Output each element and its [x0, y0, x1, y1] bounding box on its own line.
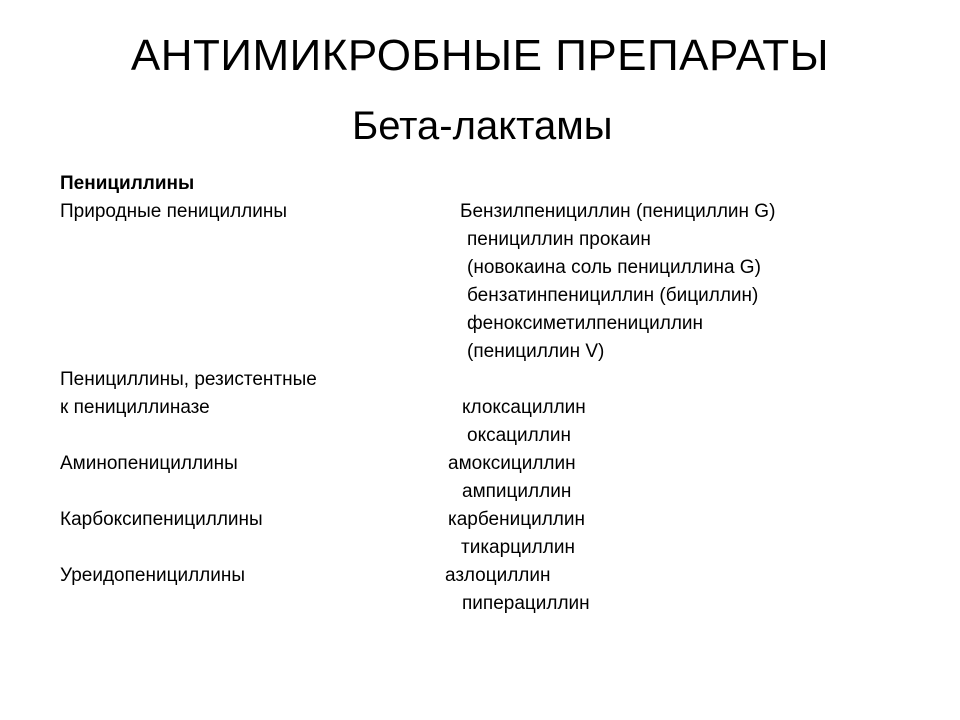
category-carboxypenicillins: Карбоксипенициллины [60, 509, 263, 530]
drug-oxacillin: оксациллин [467, 425, 571, 446]
drug-piperacillin: пиперациллин [462, 593, 590, 614]
category-penicillinase-resistant-line2: к пенициллиназе [60, 397, 210, 418]
drug-amoxicillin: амоксициллин [448, 453, 576, 474]
slide-title: АНТИМИКРОБНЫЕ ПРЕПАРАТЫ [130, 31, 830, 80]
drug-carbenicillin: карбенициллин [448, 509, 585, 530]
category-ureidopenicillins: Уреидопенициллины [60, 565, 246, 586]
drug-benzathine-penicillin: бензатинпенициллин (бициллин) [467, 285, 759, 306]
drug-phenoxymethylpenicillin: феноксиметилпенициллин [467, 313, 704, 334]
drug-benzylpenicillin: Бензилпенициллин (пенициллин G) [460, 201, 776, 222]
drug-cloxacillin: клоксациллин [462, 397, 586, 418]
category-aminopenicillins: Аминопенициллины [60, 453, 238, 474]
section-heading-penicillins: Пенициллины [60, 173, 195, 194]
category-natural-penicillins: Природные пенициллины [60, 201, 288, 222]
drug-phenoxymethylpenicillin-note: (пенициллин V) [467, 341, 605, 362]
drug-azlocillin: азлоциллин [445, 565, 551, 586]
drug-procaine-penicillin-note: (новокаина соль пенициллина G) [467, 257, 761, 278]
category-penicillinase-resistant-line1: Пенициллины, резистентные [60, 369, 317, 390]
drug-ampicillin: ампициллин [462, 481, 572, 502]
slide-subtitle: Бета-лактамы [352, 104, 613, 148]
drug-procaine-penicillin: пенициллин прокаин [467, 229, 651, 250]
drug-ticarcillin: тикарциллин [461, 537, 575, 558]
